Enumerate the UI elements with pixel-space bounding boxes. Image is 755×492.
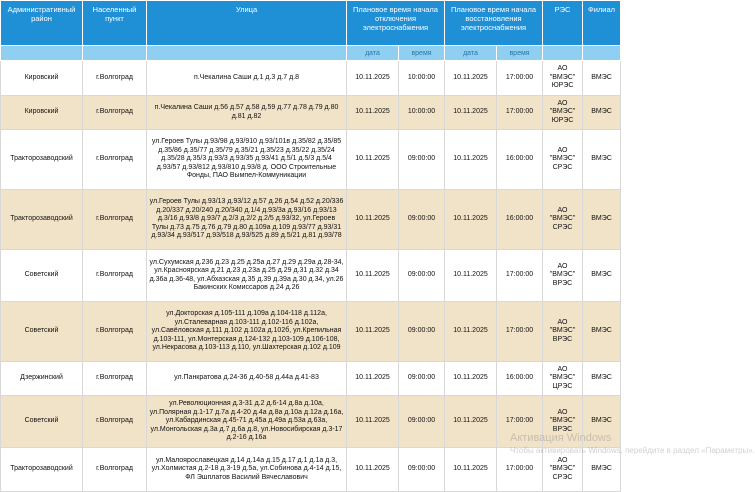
subheader-empty [147,46,347,61]
cell-locality: г.Волгоград [83,396,147,448]
table-row [1,130,621,190]
cell-branch: ВМЭС [583,448,621,492]
windows-activation-watermark-title: Активация Windows [510,432,612,444]
subheader-empty [583,46,621,61]
cell-res: АО "ВМЭС" ЮРЭС [543,96,583,130]
cell-off-time: 09:00:00 [399,190,445,250]
subheader-date: дата [445,46,497,61]
cell-branch: ВМЭС [583,302,621,362]
cell-branch: ВМЭС [583,96,621,130]
cell-off-time: 09:00:00 [399,362,445,396]
cell-district: Советский [1,396,83,448]
cell-off-time: 09:00:00 [399,250,445,302]
cell-locality: г.Волгоград [83,448,147,492]
cell-branch: ВМЭС [583,250,621,302]
subheader-empty [1,46,83,61]
cell-street: ул.Героев Тулы д.93/98 д.93/910 д.93/101в д.35/82 д.35/85 д.35/86 д.35/77 д.35/79 д.35/21 д.35/23 д.35/22 д.35/24 д.35/28 д.35/3 д.93/3 д.93/35 д.93/41 д.5/1 д.5/3 д.5/4 д.93/57 д.93/812 д.93/810 д.93/8 д. ООО Строительные Фонды, ПАО Вымпел-Коммуникации [147,130,347,190]
cell-restore-date: 10.11.2025 [445,190,497,250]
cell-off-date: 10.11.2025 [347,61,399,96]
cell-res: АО "ВМЭС" СРЭС [543,190,583,250]
cell-off-time: 09:00:00 [399,130,445,190]
windows-activation-watermark-text: Чтобы активировать Windows, перейдите в раздел «Параметры». [510,446,755,455]
cell-street: ул.Героев Тулы д.93/13 д.93/12 д.57 д.26 д.54 д.52 д.20/336 д.20/337 д.20/240 д.20/340 д.1/4 д.93/3а д.93/16 д.93/13 д.3/16 д.93/8 д.93/7 д.2/3 д.2/2 д.2/5 д.93/32, ул.Героев Тулы д.73 д.75 д.76 д.79 д.80 д.109а д.109 д.93/77 д.93/31 д.93/34 д.93/517 д.93/518 д.93/525 д.89 д.5/21 д.81 д.93/78 [147,190,347,250]
cell-restore-time: 17:00:00 [497,250,543,302]
header-locality: Населенный пункт [83,1,147,46]
table-row [1,302,621,362]
cell-branch: ВМЭС [583,362,621,396]
header-res: РЭС [543,1,583,46]
cell-off-date: 10.11.2025 [347,302,399,362]
cell-off-time: 09:00:00 [399,302,445,362]
cell-off-date: 10.11.2025 [347,130,399,190]
cell-restore-time: 17:00:00 [497,61,543,96]
cell-street: ул.Сухумская д.236 д.23 д.25 д.25а д.27 д.29 д.29а д.28-34, ул.Красноярская д.21 д.23 д.23а д.25 д.29 д.31 д.32 д.34 д.36а д.36-48, ул.Абхазская д.35 д.39 д.39а д.30 д.34, ул.26 Бакинских Комиссаров д.24 д.26 [147,250,347,302]
cell-restore-date: 10.11.2025 [445,396,497,448]
cell-restore-date: 10.11.2025 [445,362,497,396]
cell-street: ул.Панкратова д.24-36 д.40-58 д.44а д.41-83 [147,362,347,396]
cell-locality: г.Волгоград [83,362,147,396]
cell-district: Советский [1,302,83,362]
subheader-row [1,46,621,61]
cell-district: Советский [1,250,83,302]
subheader-date: дата [347,46,399,61]
cell-district: Кировский [1,96,83,130]
cell-street: ул.Революционная д.3-31 д.2 д.6-14 д.8а д.10а, ул.Полярная д.1-17 д.7а д.4-20 д.4а д.8а д.10а д.12а д.16а, ул.Кабардинская д.45-71 д.45а д.49а д.53а д.63а, ул.Монгольская д.3а д.7 д.6а д.8, ул.Новосибирская д.3-17 д.2-16 д.16а [147,396,347,448]
cell-branch: ВМЭС [583,130,621,190]
subheader-time: время [497,46,543,61]
cell-off-date: 10.11.2025 [347,96,399,130]
cell-district: Тракторозаводский [1,190,83,250]
cell-district: Тракторозаводский [1,448,83,492]
header-district: Административный район [1,1,83,46]
cell-restore-date: 10.11.2025 [445,130,497,190]
cell-street: п.Чекалина Саши д.1 д.3 д.7 д.8 [147,61,347,96]
cell-district: Кировский [1,61,83,96]
subheader-empty [543,46,583,61]
cell-locality: г.Волгоград [83,302,147,362]
cell-restore-time: 17:00:00 [497,396,543,448]
cell-res: АО "ВМЭС" ЦРЭС [543,362,583,396]
cell-locality: г.Волгоград [83,250,147,302]
header-branch: Филиал [583,1,621,46]
cell-res: АО "ВМЭС" ВРЭС [543,302,583,362]
cell-off-date: 10.11.2025 [347,396,399,448]
cell-off-date: 10.11.2025 [347,362,399,396]
cell-restore-time: 16:00:00 [497,130,543,190]
table-row [1,61,621,96]
cell-off-time: 09:00:00 [399,448,445,492]
table-row [1,190,621,250]
cell-off-date: 10.11.2025 [347,190,399,250]
cell-restore-date: 10.11.2025 [445,61,497,96]
cell-street: п.Чекалина Саши д.56 д.57 д.58 д.59 д.77 д.78 д.79 д.80 д.81 д.82 [147,96,347,130]
cell-off-time: 10:00:00 [399,96,445,130]
table-row [1,396,621,448]
cell-res: АО "ВМЭС" ВРЭС [543,250,583,302]
header-restore: Плановое время начала восстановления электроснабжения [445,1,543,46]
cell-street: ул.Докторская д.105-111 д.109а д.104-118 д.112а, ул.Сталеварная д.103-111 д.102-116 д.102а, ул.Савёловская д.111 д.102 д.102а д.102б, ул.Крепильная д.103-111, ул.Монтерская д.124-132 д.103-109 д.106-108, ул.Некрасова д.103-113 д.110, ул.Шахтерская д.102 д.109 [147,302,347,362]
cell-off-date: 10.11.2025 [347,250,399,302]
cell-res: АО "ВМЭС" ЮРЭС [543,61,583,96]
cell-branch: ВМЭС [583,61,621,96]
cell-res: АО "ВМЭС" ВРЭС [543,396,583,448]
cell-restore-date: 10.11.2025 [445,96,497,130]
cell-locality: г.Волгоград [83,190,147,250]
subheader-time: время [399,46,445,61]
table-row [1,96,621,130]
cell-locality: г.Волгоград [83,130,147,190]
cell-district: Дзержинский [1,362,83,396]
header-off-start: Плановое время начала отключения электроснабжения [347,1,445,46]
cell-district: Тракторозаводский [1,130,83,190]
cell-locality: г.Волгоград [83,96,147,130]
cell-locality: г.Волгоград [83,61,147,96]
table-row [1,250,621,302]
cell-restore-date: 10.11.2025 [445,448,497,492]
subheader-empty [83,46,147,61]
cell-restore-time: 17:00:00 [497,302,543,362]
header-street: Улица [147,1,347,46]
cell-restore-time: 16:00:00 [497,190,543,250]
cell-restore-date: 10.11.2025 [445,302,497,362]
header-row [1,1,621,46]
cell-branch: ВМЭС [583,396,621,448]
cell-branch: ВМЭС [583,190,621,250]
cell-off-time: 09:00:00 [399,396,445,448]
cell-res: АО "ВМЭС" СРЭС [543,448,583,492]
cell-off-time: 10:00:00 [399,61,445,96]
cell-res: АО "ВМЭС" СРЭС [543,130,583,190]
cell-street: ул.Малоярославецкая д.14 д.14а д.15 д.17 д.1 д.1а д.3, ул.Холмистая д.2-18 д.3-19 д.5а, ул.Собинова д.4-14 д.15, ФЛ Эшплатов Василий Вячеславович [147,448,347,492]
cell-restore-date: 10.11.2025 [445,250,497,302]
table-row [1,362,621,396]
cell-restore-time: 17:00:00 [497,96,543,130]
cell-restore-time: 16:00:00 [497,362,543,396]
cell-restore-time: 17:00:00 [497,448,543,492]
cell-off-date: 10.11.2025 [347,448,399,492]
table-row [1,448,621,492]
